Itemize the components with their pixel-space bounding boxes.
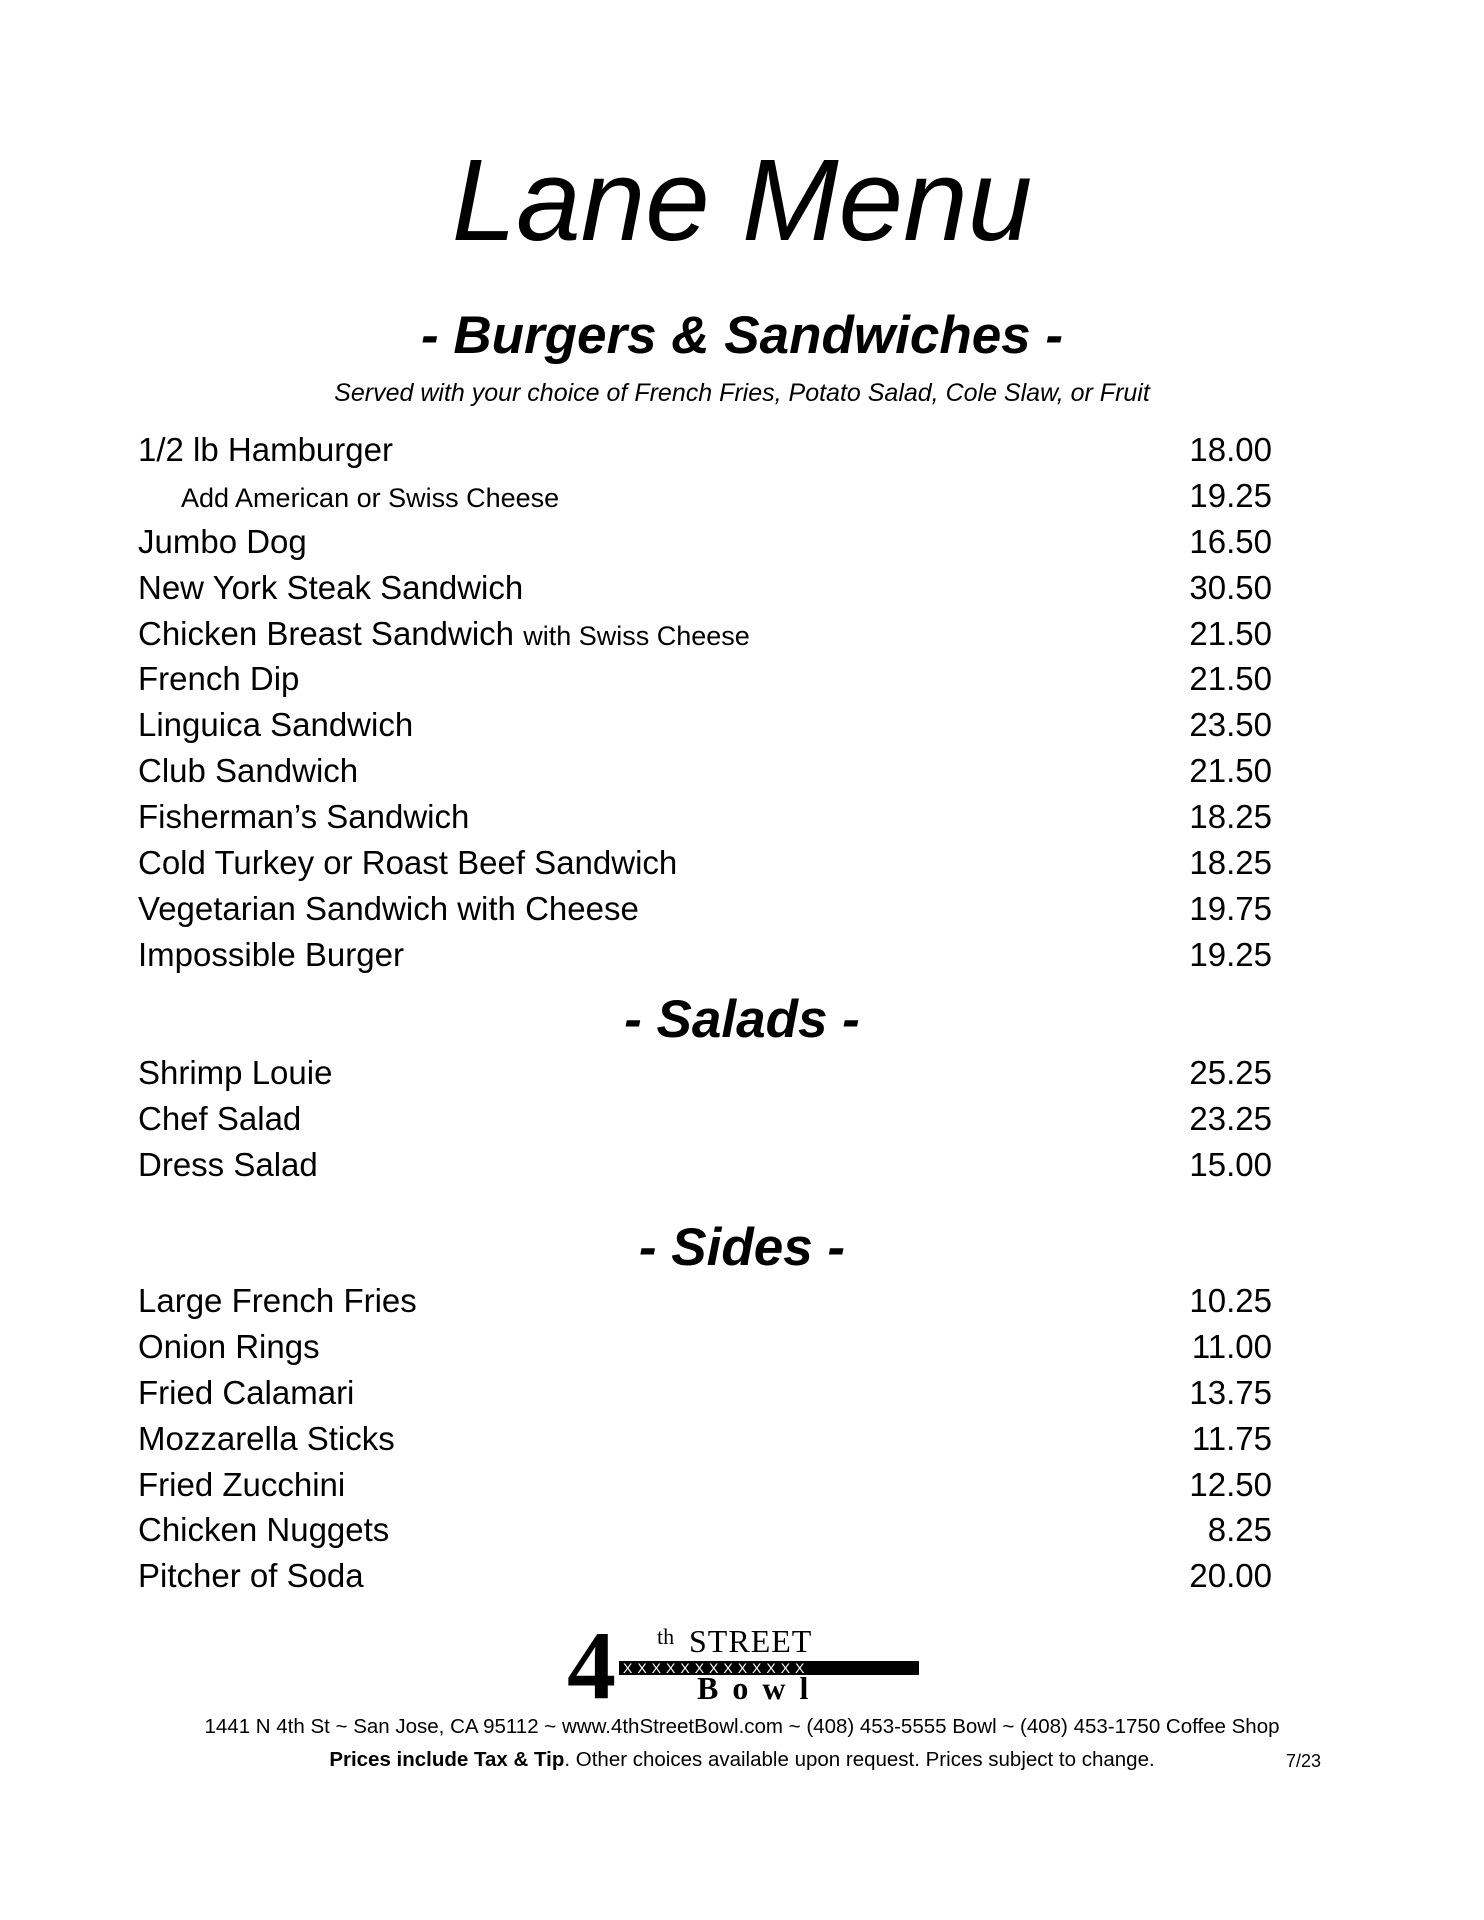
section-heading-burgers: - Burgers & Sandwiches - bbox=[420, 306, 1064, 365]
salads-list bbox=[138, 1054, 1272, 1192]
item-name: 1/2 lb Hamburger bbox=[138, 431, 393, 468]
item-price: 21.50 bbox=[1189, 660, 1272, 698]
item-price: 20.00 bbox=[1189, 1557, 1272, 1595]
item-name: Dress Salad bbox=[138, 1145, 318, 1183]
item-name: Vegetarian Sandwich with Cheese bbox=[138, 889, 639, 927]
item-price: 10.25 bbox=[1189, 1282, 1272, 1319]
item-name: Chef Salad bbox=[138, 1099, 302, 1137]
sides-list bbox=[138, 1282, 1272, 1603]
item-price: 30.50 bbox=[1189, 568, 1272, 606]
menu-item bbox=[138, 660, 1272, 706]
logo-number: 4 bbox=[567, 1622, 616, 1700]
item-name: Add American or Swiss Cheese bbox=[181, 482, 560, 513]
menu-item bbox=[138, 1420, 1272, 1466]
item-name: Cold Turkey or Roast Beef Sandwich bbox=[138, 844, 678, 882]
menu-title: Lane Menu bbox=[451, 135, 1033, 265]
menu-item bbox=[138, 1466, 1272, 1512]
item-name: Onion Rings bbox=[138, 1327, 320, 1365]
logo-street: STREET bbox=[689, 1623, 813, 1659]
menu-item bbox=[138, 1146, 1272, 1192]
menu-item bbox=[138, 1557, 1272, 1603]
item-name: Fisherman’s Sandwich bbox=[138, 798, 470, 836]
item-price: 23.50 bbox=[1189, 706, 1272, 744]
item-price: 13.75 bbox=[1189, 1373, 1272, 1411]
menu-item bbox=[138, 1328, 1272, 1374]
item-price: 21.50 bbox=[1189, 614, 1272, 652]
menu-item bbox=[138, 1100, 1272, 1146]
footer-prices-bold: Prices include Tax & Tip bbox=[329, 1748, 565, 1771]
fourth-street-bowl-logo bbox=[565, 1622, 920, 1700]
item-price: 19.25 bbox=[1189, 476, 1272, 514]
item-note: with Swiss Cheese bbox=[523, 620, 750, 651]
item-price: 19.75 bbox=[1189, 889, 1272, 927]
menu-item bbox=[138, 431, 1272, 477]
section-heading-salads: - Salads - bbox=[624, 990, 860, 1049]
item-name: French Dip bbox=[138, 660, 300, 698]
burgers-list bbox=[138, 431, 1272, 982]
item-price: 18.25 bbox=[1189, 798, 1272, 836]
item-name: Impossible Burger bbox=[138, 935, 404, 973]
footer-date: 7/23 bbox=[1286, 1751, 1322, 1771]
logo-bowl: Bowl bbox=[697, 1670, 823, 1700]
footer-address: 1441 N 4th St ~ San Jose, CA 95112 ~ www.4thStreetBowl.com ~ (408) 453-5555 Bowl ~ (408) 453-1750 Coffee Shop bbox=[204, 1715, 1280, 1738]
logo-superscript: th bbox=[657, 1624, 675, 1649]
footer-prices bbox=[0, 1747, 1484, 1773]
item-name: Club Sandwich bbox=[138, 752, 359, 790]
item-name: Pitcher of Soda bbox=[138, 1557, 364, 1595]
item-name: Fried Calamari bbox=[138, 1373, 355, 1411]
menu-item bbox=[138, 844, 1272, 890]
item-price: 16.50 bbox=[1189, 522, 1272, 560]
menu-item bbox=[138, 1511, 1272, 1557]
menu-item bbox=[138, 569, 1272, 615]
section-heading-sides: - Sides - bbox=[638, 1218, 846, 1277]
menu-item bbox=[138, 523, 1272, 569]
menu-item bbox=[138, 890, 1272, 936]
item-price: 8.25 bbox=[1207, 1511, 1272, 1549]
item-name: Chicken Breast Sandwich bbox=[138, 614, 515, 652]
item-name: Shrimp Louie bbox=[138, 1054, 333, 1091]
item-name: Mozzarella Sticks bbox=[138, 1419, 395, 1457]
item-price: 15.00 bbox=[1189, 1145, 1272, 1183]
item-price: 18.25 bbox=[1189, 844, 1272, 882]
logo-stripe: XXXXXXXXXXXXX bbox=[623, 1660, 810, 1676]
menu-item bbox=[138, 752, 1272, 798]
item-name: Jumbo Dog bbox=[138, 522, 307, 560]
item-name: Fried Zucchini bbox=[138, 1465, 346, 1503]
burgers-subtitle: Served with your choice of French Fries, Potato Salad, Cole Slaw, or Fruit bbox=[334, 379, 1150, 407]
item-name: Large French Fries bbox=[138, 1282, 417, 1319]
menu-item bbox=[138, 936, 1272, 982]
item-price: 21.50 bbox=[1189, 752, 1272, 790]
item-name: Chicken Nuggets bbox=[138, 1511, 390, 1549]
item-name: New York Steak Sandwich bbox=[138, 568, 524, 606]
menu-item bbox=[138, 477, 1272, 523]
menu-item bbox=[138, 798, 1272, 844]
footer-prices-rest: . Other choices available upon request. Prices subject to change. bbox=[564, 1748, 1155, 1771]
menu-item bbox=[138, 706, 1272, 752]
menu-item bbox=[138, 1282, 1272, 1328]
menu-item bbox=[138, 1374, 1272, 1420]
item-price: 12.50 bbox=[1189, 1465, 1272, 1503]
item-price: 19.25 bbox=[1189, 935, 1272, 973]
menu-item bbox=[138, 1054, 1272, 1100]
item-price: 23.25 bbox=[1189, 1099, 1272, 1137]
item-price: 11.00 bbox=[1191, 1327, 1272, 1365]
item-name-wrap bbox=[138, 615, 750, 653]
item-price: 11.75 bbox=[1191, 1419, 1272, 1457]
item-price: 25.25 bbox=[1189, 1054, 1272, 1091]
item-name: Linguica Sandwich bbox=[138, 706, 414, 744]
item-price: 18.00 bbox=[1189, 431, 1272, 468]
menu-item bbox=[138, 615, 1272, 661]
